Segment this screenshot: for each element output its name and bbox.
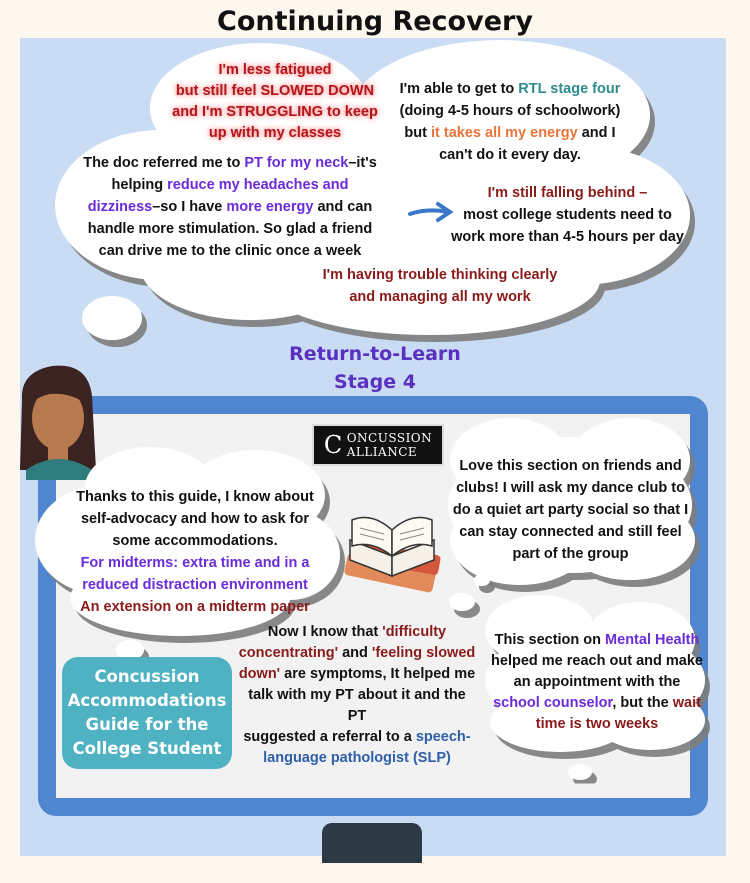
books-icon bbox=[344, 518, 441, 594]
doctor-referral-text: The doc referred me to PT for my neck–it's helping reduce my headaches and dizziness–so I have more energy and can handle more stimulation. So glad a friend can drive me to the clinic once a week bbox=[83, 155, 377, 259]
friends-clubs-text: Love this section on friends and clubs! I will ask my dance club to do a quiet art party social so that I can stay connected and still feel part of the group bbox=[452, 458, 689, 562]
symptoms-text: Now I know that 'difficulty concentrating' and 'feeling slowed down' are symptoms, It helped me talk with my PT about it and the PT suggested a referral to a speech- language pathologist (SLP) bbox=[238, 624, 476, 766]
concussion-alliance-logo: C ONCUSSION ALLIANCE bbox=[312, 424, 444, 466]
falling-behind-text: I'm still falling behind – most college students need to work more than 4-5 hours per day bbox=[451, 185, 684, 245]
rtl-stage-text: I'm able to get to RTL stage four (doing 4-5 hours of schoolwork) but it takes all my energy and I can't do it every day. bbox=[399, 81, 621, 163]
accommodations-guide-badge: Concussion Accommodations Guide for the College Student bbox=[62, 657, 232, 769]
self-advocacy-text: Thanks to this guide, I know about self-advocacy and how to ask for some accommodations. For midterms: extra time and in a reduced distraction environment An extension on a midterm paper bbox=[76, 489, 314, 615]
head-logo-icon: C bbox=[323, 431, 343, 459]
page-title: Continuing Recovery bbox=[217, 6, 533, 37]
thought-bubbles bbox=[82, 296, 142, 340]
trouble-thinking-text: I'm having trouble thinking clearly and managing all my work bbox=[322, 267, 558, 305]
fatigue-text: I'm less fatigued but still feel SLOWED DOWN and I'm STRUGGLING to keep up with my classes bbox=[172, 62, 378, 141]
mental-health-text: This section on Mental Health helped me reach out and make an appointment with the school counselor, but the wait time is two weeks bbox=[491, 632, 703, 732]
rtl-heading: Return-to-Learn Stage 4 bbox=[289, 343, 461, 393]
